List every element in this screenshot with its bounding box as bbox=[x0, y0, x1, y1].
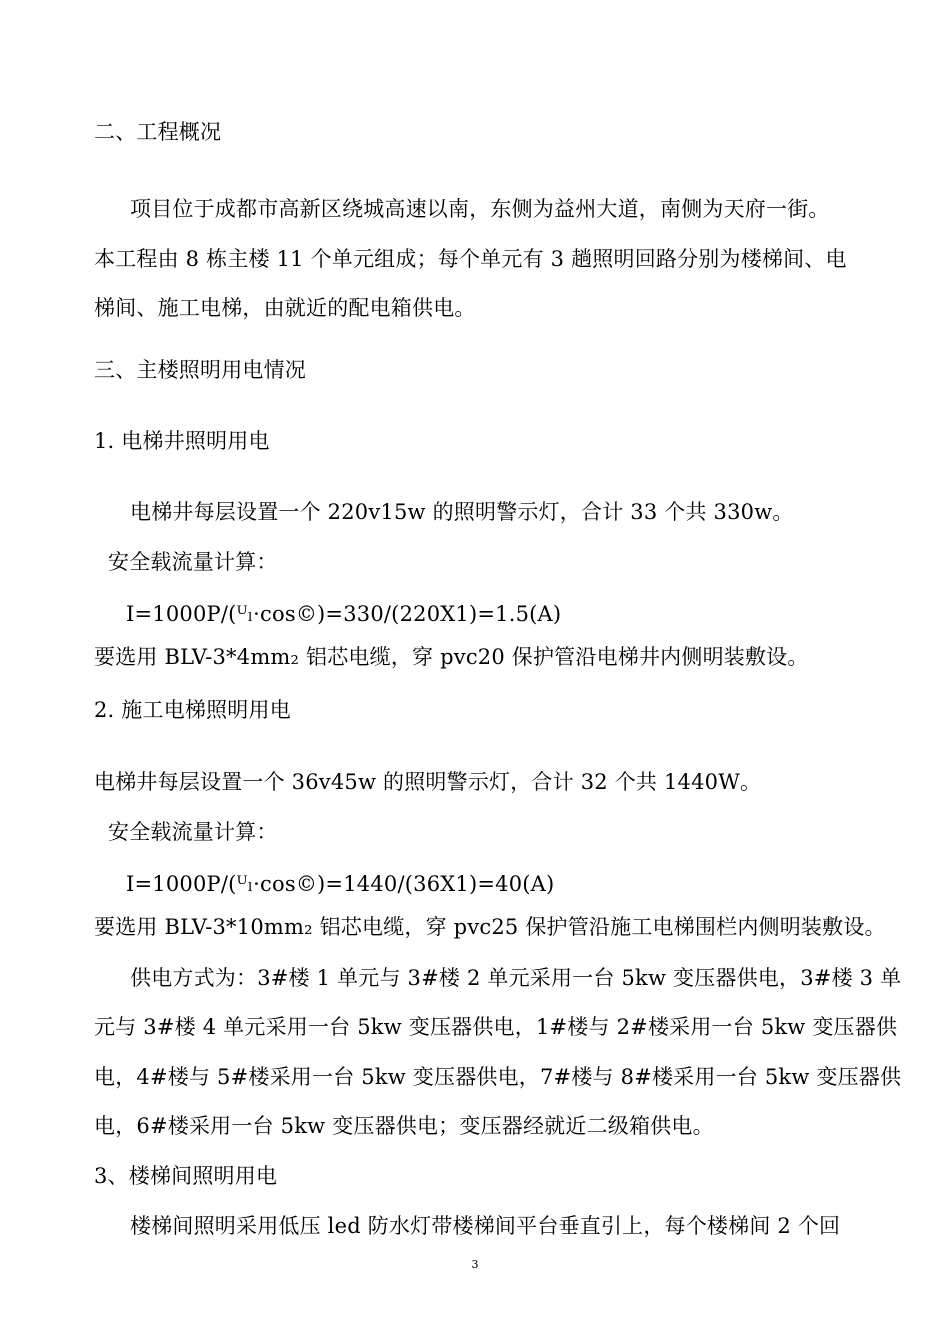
subsection-heading: 3、楼梯间照明用电 bbox=[94, 1164, 278, 1188]
paragraph-line: 电梯井每层设置一个 220v15w 的照明警示灯，合计 33 个共 330w。 bbox=[130, 500, 794, 524]
subsection-heading: 2. 施工电梯照明用电 bbox=[94, 698, 291, 722]
section-heading-lighting: 三、主楼照明用电情况 bbox=[94, 358, 306, 382]
paragraph-line: 楼梯间照明采用低压 led 防水灯带楼梯间平台垂直引上，每个楼梯间 2 个回 bbox=[130, 1214, 841, 1238]
calc-label: 安全载流量计算： bbox=[108, 550, 278, 574]
paragraph-line: 本工程由 8 栋主楼 11 个单元组成；每个单元有 3 趟照明回路分别为楼梯间、电 bbox=[94, 247, 847, 271]
formula-line: I=1000P/(ᵁₗ·cos©)=330/(220X1)=1.5(A) bbox=[126, 602, 562, 626]
paragraph-line: 元与 3#楼 4 单元采用一台 5kw 变压器供电，1#楼与 2#楼采用一台 5kw 变压器供 bbox=[94, 1015, 898, 1039]
paragraph-line: 要选用 BLV-3*10mm₂ 铝芯电缆，穿 pvc25 保护管沿施工电梯围栏内侧明装敷设。 bbox=[94, 915, 886, 939]
formula-line: I=1000P/(ᵁₗ·cos©)=1440/(36X1)=40(A) bbox=[126, 872, 555, 896]
paragraph-line: 要选用 BLV-3*4mm₂ 铝芯电缆，穿 pvc20 保护管沿电梯井内侧明装敷设。 bbox=[94, 645, 809, 669]
paragraph-line: 电，4#楼与 5#楼采用一台 5kw 变压器供电，7#楼与 8#楼采用一台 5kw 变压器供 bbox=[94, 1065, 902, 1089]
page-number: 3 bbox=[471, 1258, 479, 1271]
paragraph-line: 供电方式为：3#楼 1 单元与 3#楼 2 单元采用一台 5kw 变压器供电，3#楼 3 单 bbox=[130, 966, 902, 990]
calc-label: 安全载流量计算： bbox=[108, 820, 278, 844]
subsection-heading: 1. 电梯井照明用电 bbox=[94, 429, 270, 453]
paragraph-line: 电梯井每层设置一个 36v45w 的照明警示灯，合计 32 个共 1440W。 bbox=[94, 770, 762, 794]
paragraph-line: 项目位于成都市高新区绕城高速以南，东侧为益州大道，南侧为天府一街。 bbox=[130, 197, 830, 221]
paragraph-line: 梯间、施工电梯，由就近的配电箱供电。 bbox=[94, 296, 476, 320]
paragraph-line: 电，6#楼采用一台 5kw 变压器供电；变压器经就近二级箱供电。 bbox=[94, 1114, 714, 1138]
section-heading-project-overview: 二、工程概况 bbox=[94, 120, 222, 144]
